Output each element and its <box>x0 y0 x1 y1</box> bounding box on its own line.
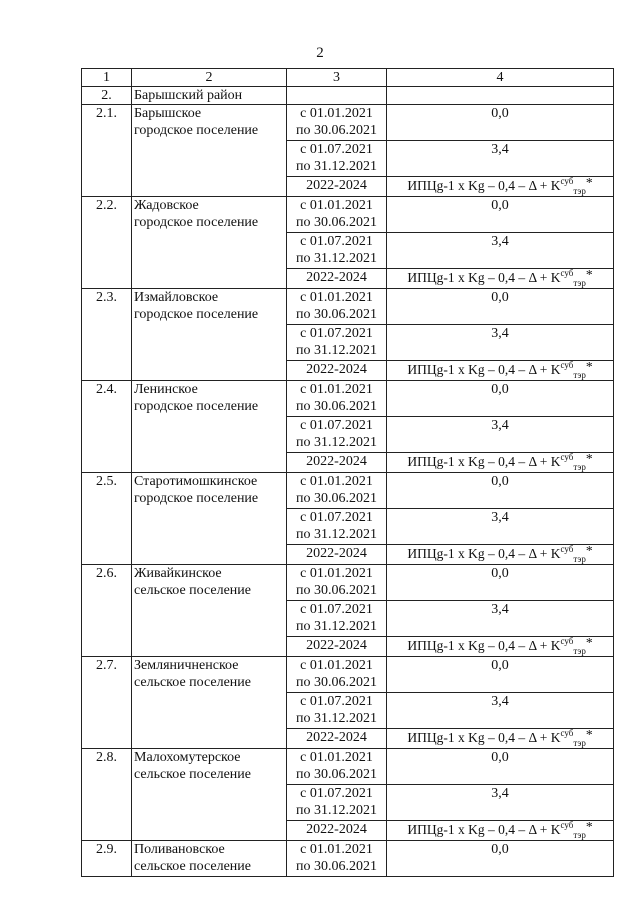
period-first-from: с 01.01.2021 <box>300 750 373 765</box>
period-second-from: с 01.07.2021 <box>300 694 373 709</box>
formula-superscript: суб <box>560 544 574 554</box>
period-second <box>287 693 387 729</box>
formula-subscript: тэр <box>573 370 586 380</box>
settlement-name-line-1: Старотимошкинское <box>134 474 258 489</box>
formula-superscript: суб <box>560 360 574 370</box>
formula-asterisk: * <box>585 451 593 466</box>
formula-asterisk: * <box>585 359 593 374</box>
settlement-name <box>132 289 287 381</box>
period-second-to: по 31.12.2021 <box>296 711 377 726</box>
period-second-from: с 01.07.2021 <box>300 234 373 249</box>
settlement-row <box>82 841 614 877</box>
period-first-to: по 30.06.2021 <box>296 583 377 598</box>
period-third: 2022-2024 <box>287 637 387 657</box>
formula-cell <box>387 729 614 749</box>
settlement-name <box>132 105 287 197</box>
settlement-name <box>132 565 287 657</box>
value-first: 0,0 <box>387 289 614 325</box>
period-second-to: по 31.12.2021 <box>296 527 377 542</box>
period-first-to: по 30.06.2021 <box>296 123 377 138</box>
settlement-row <box>82 289 614 325</box>
period-second-to: по 31.12.2021 <box>296 435 377 450</box>
settlement-row <box>82 197 614 233</box>
settlement-row <box>82 565 614 601</box>
settlement-name-line-2: сельское поселение <box>134 583 251 598</box>
period-first-from: с 01.01.2021 <box>300 106 373 121</box>
period-first-to: по 30.06.2021 <box>296 399 377 414</box>
tariff-table <box>81 68 614 877</box>
value-second: 3,4 <box>387 325 614 361</box>
formula-asterisk: * <box>585 819 593 834</box>
period-third: 2022-2024 <box>287 453 387 473</box>
period-second <box>287 233 387 269</box>
value-second: 3,4 <box>387 601 614 637</box>
tariff-table-body <box>82 69 614 877</box>
settlement-name-line-1: Жадовское <box>134 198 199 213</box>
formula-subscript: тэр <box>573 186 586 196</box>
value-first: 0,0 <box>387 473 614 509</box>
formula-subscript: тэр <box>573 646 586 656</box>
value-first: 0,0 <box>387 381 614 417</box>
settlement-row <box>82 381 614 417</box>
formula-subscript: тэр <box>573 738 586 748</box>
period-first-to: по 30.06.2021 <box>296 491 377 506</box>
period-first <box>287 657 387 693</box>
header-col-2: 2 <box>132 69 287 87</box>
period-third: 2022-2024 <box>287 269 387 289</box>
period-third: 2022-2024 <box>287 821 387 841</box>
formula-asterisk: * <box>585 543 593 558</box>
settlement-number: 2.7. <box>82 657 132 749</box>
settlement-number: 2.3. <box>82 289 132 381</box>
settlement-row <box>82 473 614 509</box>
period-second-from: с 01.07.2021 <box>300 326 373 341</box>
value-second: 3,4 <box>387 693 614 729</box>
period-first-to: по 30.06.2021 <box>296 307 377 322</box>
period-first-from: с 01.01.2021 <box>300 566 373 581</box>
formula-subscript: тэр <box>573 554 586 564</box>
period-first <box>287 289 387 325</box>
settlement-number: 2.8. <box>82 749 132 841</box>
settlement-name <box>132 657 287 749</box>
period-second-from: с 01.07.2021 <box>300 418 373 433</box>
formula-asterisk: * <box>585 267 593 282</box>
formula-superscript: суб <box>560 728 574 738</box>
settlement-name <box>132 841 287 877</box>
formula-cell <box>387 361 614 381</box>
period-first-from: с 01.01.2021 <box>300 658 373 673</box>
region-number: 2. <box>82 87 132 105</box>
formula-cell <box>387 821 614 841</box>
period-third: 2022-2024 <box>287 177 387 197</box>
period-first-from: с 01.01.2021 <box>300 290 373 305</box>
value-second: 3,4 <box>387 417 614 453</box>
formula-main: ИПЦg-1 x Kg – 0,4 – Δ + K <box>407 638 561 653</box>
formula-cell <box>387 545 614 565</box>
period-second <box>287 785 387 821</box>
value-first: 0,0 <box>387 841 614 877</box>
settlement-row <box>82 749 614 785</box>
formula-cell <box>387 453 614 473</box>
page-number: 2 <box>316 45 324 61</box>
period-second <box>287 601 387 637</box>
value-second: 3,4 <box>387 233 614 269</box>
value-first: 0,0 <box>387 749 614 785</box>
formula-main: ИПЦg-1 x Kg – 0,4 – Δ + K <box>407 270 561 285</box>
formula-main: ИПЦg-1 x Kg – 0,4 – Δ + K <box>407 822 561 837</box>
formula-superscript: суб <box>560 820 574 830</box>
region-row <box>82 87 614 105</box>
formula-superscript: суб <box>560 268 574 278</box>
settlement-name-line-2: городское поселение <box>134 215 259 230</box>
period-first <box>287 841 387 877</box>
period-first-to: по 30.06.2021 <box>296 675 377 690</box>
settlement-number: 2.2. <box>82 197 132 289</box>
period-second <box>287 417 387 453</box>
formula-asterisk: * <box>585 727 593 742</box>
formula-superscript: суб <box>560 452 574 462</box>
settlement-number: 2.6. <box>82 565 132 657</box>
period-second-from: с 01.07.2021 <box>300 786 373 801</box>
period-third: 2022-2024 <box>287 361 387 381</box>
settlement-row <box>82 657 614 693</box>
formula-cell <box>387 177 614 197</box>
period-first-from: с 01.01.2021 <box>300 842 373 857</box>
settlement-name-line-2: городское поселение <box>134 491 259 506</box>
period-first-to: по 30.06.2021 <box>296 215 377 230</box>
settlement-name-line-2: городское поселение <box>134 123 259 138</box>
settlement-name <box>132 381 287 473</box>
value-first: 0,0 <box>387 197 614 233</box>
settlement-row <box>82 105 614 141</box>
period-second-to: по 31.12.2021 <box>296 619 377 634</box>
settlement-name <box>132 197 287 289</box>
settlement-name-line-2: сельское поселение <box>134 767 251 782</box>
settlement-name-line-1: Живайкинское <box>134 566 222 581</box>
settlement-name-line-1: Малохомутерское <box>134 750 241 765</box>
settlement-name <box>132 749 287 841</box>
period-first <box>287 473 387 509</box>
header-col-4: 4 <box>387 69 614 87</box>
period-first <box>287 565 387 601</box>
value-second: 3,4 <box>387 509 614 545</box>
settlement-number: 2.1. <box>82 105 132 197</box>
settlement-name-line-2: городское поселение <box>134 399 259 414</box>
settlement-name-line-2: сельское поселение <box>134 675 251 690</box>
period-first-to: по 30.06.2021 <box>296 767 377 782</box>
formula-superscript: суб <box>560 176 574 186</box>
region-name: Барышский район <box>132 87 287 105</box>
period-first <box>287 381 387 417</box>
value-first: 0,0 <box>387 105 614 141</box>
settlement-name-line-2: сельское поселение <box>134 859 251 874</box>
value-first: 0,0 <box>387 657 614 693</box>
formula-cell <box>387 637 614 657</box>
formula-cell <box>387 269 614 289</box>
formula-main: ИПЦg-1 x Kg – 0,4 – Δ + K <box>407 454 561 469</box>
period-second-to: по 31.12.2021 <box>296 803 377 818</box>
table-header-row <box>82 69 614 87</box>
formula-asterisk: * <box>585 175 593 190</box>
period-first <box>287 197 387 233</box>
value-second: 3,4 <box>387 785 614 821</box>
formula-subscript: тэр <box>573 278 586 288</box>
settlement-name-line-1: Измайловское <box>134 290 219 305</box>
period-first-from: с 01.01.2021 <box>300 474 373 489</box>
settlement-name-line-1: Барышское <box>134 106 202 121</box>
formula-main: ИПЦg-1 x Kg – 0,4 – Δ + K <box>407 546 561 561</box>
period-first <box>287 105 387 141</box>
header-col-3: 3 <box>287 69 387 87</box>
formula-subscript: тэр <box>573 462 586 472</box>
period-second-to: по 31.12.2021 <box>296 343 377 358</box>
period-first-from: с 01.01.2021 <box>300 198 373 213</box>
period-first-to: по 30.06.2021 <box>296 859 377 874</box>
region-empty-cell-4 <box>387 87 614 105</box>
period-third: 2022-2024 <box>287 545 387 565</box>
header-col-1: 1 <box>82 69 132 87</box>
period-second-from: с 01.07.2021 <box>300 510 373 525</box>
period-second-from: с 01.07.2021 <box>300 602 373 617</box>
period-third: 2022-2024 <box>287 729 387 749</box>
region-empty-cell-3 <box>287 87 387 105</box>
period-second-to: по 31.12.2021 <box>296 251 377 266</box>
settlement-number: 2.9. <box>82 841 132 877</box>
settlement-number: 2.5. <box>82 473 132 565</box>
period-first <box>287 749 387 785</box>
period-second-from: с 01.07.2021 <box>300 142 373 157</box>
settlement-name <box>132 473 287 565</box>
formula-main: ИПЦg-1 x Kg – 0,4 – Δ + K <box>407 362 561 377</box>
period-second <box>287 325 387 361</box>
settlement-name-line-1: Поливановское <box>134 842 225 857</box>
settlement-name-line-2: городское поселение <box>134 307 259 322</box>
formula-asterisk: * <box>585 635 593 650</box>
formula-superscript: суб <box>560 636 574 646</box>
settlement-name-line-1: Ленинское <box>134 382 198 397</box>
period-second <box>287 141 387 177</box>
formula-main: ИПЦg-1 x Kg – 0,4 – Δ + K <box>407 178 561 193</box>
value-second: 3,4 <box>387 141 614 177</box>
period-second <box>287 509 387 545</box>
settlement-name-line-1: Земляничненское <box>134 658 239 673</box>
settlement-number: 2.4. <box>82 381 132 473</box>
formula-main: ИПЦg-1 x Kg – 0,4 – Δ + K <box>407 730 561 745</box>
period-first-from: с 01.01.2021 <box>300 382 373 397</box>
period-second-to: по 31.12.2021 <box>296 159 377 174</box>
value-first: 0,0 <box>387 565 614 601</box>
formula-subscript: тэр <box>573 830 586 840</box>
